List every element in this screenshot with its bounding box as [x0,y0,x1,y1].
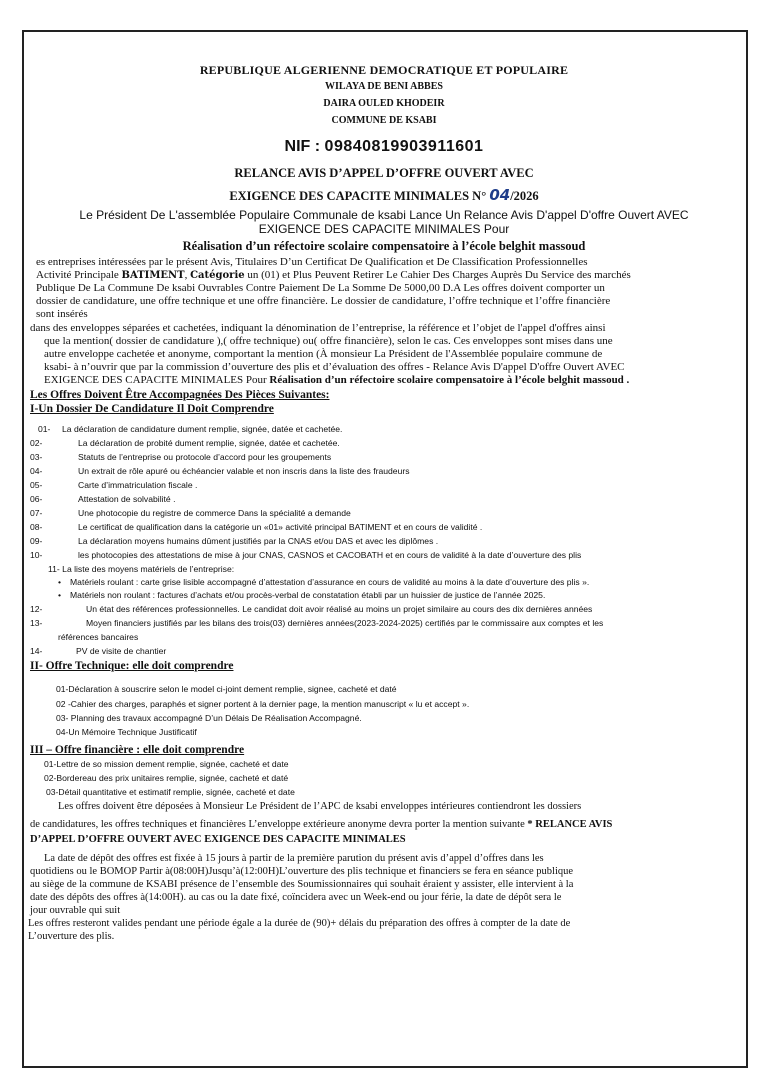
body-line: de candidatures, les offres techniques et financières L’enveloppe extérieure anonyme devra porter la mention suivante * RELANCE AVIS [30,819,613,830]
body-line: dossier de candidature, une offre technique et une offre financière. Le dossier de candidature, l’offre technique et l’offre financière [36,295,611,307]
list-item: 04- Un extrait de rôle apuré ou échéancier valable et non inscris dans la liste des fraudeurs [30,466,410,476]
notice-number-line [30,187,738,204]
body-line: EXIGENCE DES CAPACITE MINIMALES Pour Réalisation d’un réfectoire scolaire compensatoire à l’école belghit massoud . [44,374,630,386]
commune-line: COMMUNE DE KSABI [331,115,437,126]
list-item: 02 -Cahier des charges, paraphés et signer portent à la dernier page, la mention manuscript « lu et accept ». [56,699,470,709]
body-paragraph-2 [30,322,738,387]
list-item: 05- Carte d’immatriculation fiscale . [30,480,198,490]
body-line: Publique De La Commune De ksabi Ouvrables Contre Paiement De La Somme De 5000,00 D.A Les offres doivent comporter un [36,282,605,294]
closing-validity [28,917,738,943]
body-line: jour ouvrable qui suit [30,905,121,916]
list-item: 02-Bordereau des prix unitaires remplie, signée, cacheté et daté [44,773,289,783]
list-item: 11- La liste des moyens matériels de l’entreprise: [48,564,235,574]
activity-batiment: BATIMENT [121,270,185,281]
list-item: 08- Le certificat de qualification dans la catégorie un «01» activité principal BATIMENT et en cours de validité . [30,522,483,532]
list-item: 01- La déclaration de candidature dument remplie, signée, datée et cachetée. [38,424,343,434]
body-line: ksabi- à n’ouvrir que par la commission d’ouverture des plis et d’évaluation des offres - Relance Avis D'appel D'offre Ouvert AVEC [44,361,625,373]
bullet-item: • Matériels roulant : carte grise lisible accompagné d’attestation d’assurance en cours de validité au moins à la date d’ouverture des plis ». [58,577,590,587]
list-item: 03-Détail quantitative et estimatif remplie, signée, cacheté et date [46,787,295,797]
body-line: date des dépôts des offres à(14:00H). au cas ou la date fixé, coïncidera avec un Week-end ou jour férie, la date de dépôt sera le [30,892,562,903]
body-line: que la mention( dossier de candidature ),( offre technique) ou( offre financière), selon le cas. Ces enveloppes sont mises dans une [44,335,613,347]
body-line: autre enveloppe cachetée et anonyme, comportant la mention (À monsieur La Président de l'Assemblée populaire commune de [44,348,603,360]
nif-line [30,137,738,157]
mention-relance-cont: D’APPEL D’OFFRE OUVERT AVEC EXIGENCE DES CAPACITE MINIMALES [30,834,406,845]
nif-value: 09840819903911601 [324,138,484,155]
documents-required-heading: Les Offres Doivent Être Accompagnées Des Pièces Suivantes: [30,389,330,401]
list-item: 09- La déclaration moyens humains dûment justifiés par la CNAS et/ou DAS et avec les diplômes . [30,536,439,546]
section-2-list [30,682,738,739]
list-item: 07- Une photocopie du registre de commerce Dans la spécialité a demande [30,508,351,518]
body-line: es entreprises intéressées par le présent Avis, Titulaires D’un Certificat De Qualification et De Classification Professionnelles [36,256,588,268]
body-line: Activité Principale BATIMENT, Catégorie un (01) et Plus Peuvent Retirer Le Cahier Des Charges Auprès Du Service des marchés [36,269,631,281]
section-1-list [30,422,738,576]
list-item: 10- les photocopies des attestations de mise à jour CNAS, CASNOS et CACOBATH et en cours de validité à la date d’ouverture des plis [30,550,582,560]
notice-number-prefix: EXIGENCE DES CAPACITE MINIMALES N° [229,189,487,203]
list-item-continuation: références bancaires [58,632,139,642]
body-line: au siège de la commune de KSABI présence de l’ensemble des Soumissionnaires qui souhait éraient y assister, elle intervient à la [30,879,574,890]
body-line: Les offres doivent être déposées à Monsieur Le Président de l’APC de ksabi enveloppes intérieures contiendront les dossiers [58,801,582,812]
wilaya-line: WILAYA DE BENI ABBES [325,81,443,92]
project-title-inline: Réalisation d’un réfectoire scolaire compensatoire à l’école belghit massoud . [269,374,630,386]
intro-line-1: Le Président De L'assemblée Populaire Communale de ksabi Lance Un Relance Avis D'appel D'offre Ouvert AVEC [79,208,689,222]
body-line: L’ouverture des plis. [28,931,115,942]
list-item: 03- Planning des travaux accompagné D’un Délais De Réalisation Accompagné. [56,713,362,723]
list-item: 14- PV de visite de chantier [30,646,167,656]
list-item: 03- Statuts de l’entreprise ou protocole d’accord pour les groupements [30,452,332,462]
body-paragraph-1 [30,256,738,321]
bullet-item: • Matériels non roulant : factures d’achats et/ou procès-verbal de constatation établi par un huissier de justice de l’année 2025. [58,590,546,600]
mention-relance: * RELANCE AVIS [527,819,613,830]
body-line: quotidiens ou le BOMOP Partir à(08:00H)Jusqu’à(12:00H)L’ouverture des plis technique et financiers se fera en séance publique [30,866,574,877]
notice-number-year: /2026 [510,189,539,203]
categorie-label: Catégorie [190,270,245,281]
list-item: 12- Un état des références professionnelles. Le candidat doit avoir réalisé au moins un projet similaire au cours des dix dernières années [30,604,593,614]
list-item: 02- La déclaration de probité dument remplie, signée, datée et cachetée. [30,438,340,448]
nif-label: NIF : [284,138,321,155]
section-3-list [30,757,738,799]
closing-dates [30,852,738,917]
notice-title: RELANCE AVIS D’APPEL D’OFFRE OUVERT AVEC [234,166,534,180]
list-item: 04-Un Mémoire Technique Justificatif [56,727,197,737]
list-item: 01-Lettre de so mission dement remplie, signée, cacheté et date [44,759,289,769]
body-line: dans des enveloppes séparées et cachetées, indiquant la dénomination de l’entreprise, la référence et l’objet de l'appel d'offres ainsi [30,322,606,334]
list-item: 13- Moyen financiers justifiés par les bilans des trois(03) dernières années(2023-2024-2025) certifiés par le commissaire aux comptes et les [30,618,604,628]
daira-line: DAIRA OULED KHODEIR [323,98,445,109]
body-line: Les offres resteront valides pendant une période égale a la durée de (90)+ délais du préparation des offres à compter de la date de [28,918,571,929]
intro-line-2: EXIGENCE DES CAPACITE MINIMALES Pour [258,222,510,236]
project-title: Réalisation d’un réfectoire scolaire compensatoire à l’école belghit massoud [182,239,586,253]
body-line: sont insérés [36,308,88,320]
document-content [30,62,738,943]
closing-deposit [30,800,738,846]
section-3-title: III – Offre financière : elle doit comprendre [30,744,245,756]
list-item: 01-Déclaration à souscrire selon le model ci-joint dement remplie, signee, cacheté et daté [56,684,397,694]
republic-title: REPUBLIQUE ALGERIENNE DEMOCRATIQUE ET POPULAIRE [199,63,569,77]
section-1-title: I-Un Dossier De Candidature Il Doit Comprendre [30,403,274,415]
notice-number-handwritten: 04 [489,186,511,204]
list-item: 06- Attestation de solvabilité . [30,494,176,504]
section-2-title: II- Offre Technique: elle doit comprendre [30,660,234,672]
section-1-list-continued [30,602,738,658]
body-line: La date de dépôt des offres est fixée à 15 jours à partir de la première parution du présent avis d’appel d’offres dans les [44,853,544,864]
